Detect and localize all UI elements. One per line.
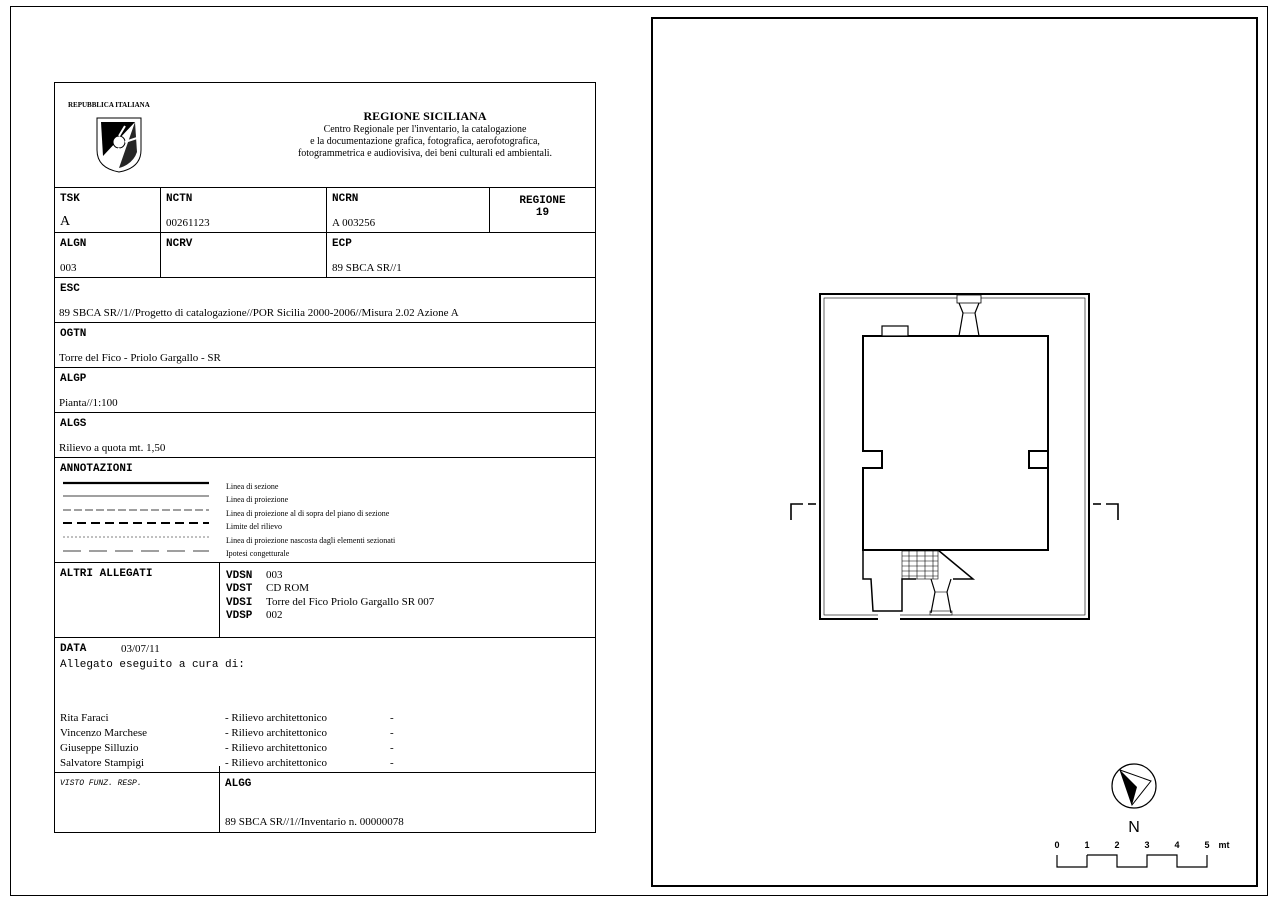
row-identifiers [55, 188, 595, 233]
field-nctn: NCTN 00261123 [160, 188, 326, 232]
bottom-opening [930, 579, 952, 615]
annotazioni-section: ANNOTAZIONI Linea di sezione Linea di proiezione Linea di proiezione al di sopra del piano di sezione Limite del rilievo Linea di proiezione nascosta dagli elementi sezionati Ipotesi congetturale [55, 458, 595, 563]
data-date: 03/07/11 [121, 643, 160, 655]
field-ogtn: OGTN Torre del Fico - Priolo Gargallo - SR [55, 323, 595, 368]
lower-annex-wall [863, 550, 916, 611]
section-marker-right [1106, 504, 1118, 520]
north-arrow-icon [1112, 764, 1156, 808]
republic-label: REPUBBLICA ITALIANA [68, 101, 150, 109]
tower-top-protrusion [882, 326, 908, 336]
data-section: DATA 03/07/11 Allegato eseguito a cura di: Rita Faraci - Rilievo architettonico - Vincenzo Marchese - Rilievo architettonico - Giuseppe Silluzio - Rilievo architettonico - Salvatore Stampigi - Rilievo architettonico - [55, 638, 595, 773]
person-dash: - [390, 757, 394, 769]
visto-label: VISTO FUNZ. RESP. [60, 779, 142, 788]
field-algn: ALGN 003 [60, 238, 87, 274]
vdsi-row: VDSI Torre del Fico Priolo Gargallo SR 007 [226, 596, 435, 609]
scale-tick: 2 [1114, 840, 1120, 850]
row-algn [55, 233, 595, 278]
scale-tick: 5 [1204, 840, 1210, 850]
section-marker-left [791, 504, 803, 520]
field-ncrv: NCRV [160, 233, 326, 277]
annot-item: Linea di sezione [226, 482, 279, 491]
person-dash: - [390, 727, 394, 739]
card-header [55, 83, 595, 188]
vdst-row: VDST CD ROM [226, 582, 310, 595]
field-ecp: ECP 89 SBCA SR//1 [326, 233, 595, 277]
person-role: - Rilievo architettonico [225, 712, 328, 724]
annot-item: Limite del rilievo [226, 522, 282, 531]
allegati-section [55, 563, 595, 638]
annot-item: Linea di proiezione al di sopra del piano di sezione [226, 509, 390, 518]
catalogue-card [54, 82, 596, 833]
annot-item: Linea di proiezione nascosta dagli elementi sezionati [226, 536, 396, 545]
sicily-coat-of-arms-icon [95, 116, 143, 174]
person-role: - Rilievo architettonico [225, 742, 328, 754]
allegati-label-cell: ALTRI ALLEGATI [60, 568, 153, 580]
field-regione: REGIONE 19 [489, 188, 595, 232]
staircase [902, 551, 938, 579]
region-subtitle: Centro Regionale per l'inventario, la catalogazione e la documentazione grafica, fotografica, aerofotografica, fotogrammetrica e audiovisiva, dei beni culturali ed ambientali. [297, 124, 553, 159]
person-name: Rita Faraci [60, 712, 109, 724]
person-role: - Rilievo architettonico [225, 727, 328, 739]
stair-wall [938, 550, 973, 579]
tower-wall-left [863, 336, 1048, 550]
scale-bar [1057, 855, 1207, 867]
allegati-values [219, 563, 595, 637]
region-title: REGIONE SICILIANA [363, 109, 487, 123]
vdsn-row: VDSN 003 [226, 569, 283, 582]
annot-item: Linea di proiezione [226, 495, 289, 504]
field-esc: ESC 89 SBCA SR//1//Progetto di catalogazione//POR Sicilia 2000-2006//Misura 2.02 Azione A [55, 278, 595, 323]
scale-unit: mt [1218, 840, 1230, 850]
footer-section [55, 773, 595, 832]
scale-tick: 1 [1084, 840, 1090, 850]
floor-plan-drawing [651, 17, 1258, 887]
person-dash: - [390, 712, 394, 724]
person-name: Salvatore Stampigi [60, 757, 145, 769]
vdsp-row: VDSP 002 [226, 609, 283, 622]
field-ncrn: NCRN A 003256 [326, 188, 489, 232]
scale-tick: 0 [1054, 840, 1060, 850]
field-algp: ALGP Pianta//1:100 [55, 368, 595, 413]
data-subtitle: Allegato eseguito a cura di: [60, 659, 245, 671]
tower-niche-right [1029, 451, 1048, 468]
person-role: - Rilievo architettonico [225, 757, 328, 769]
visto-cell [55, 773, 219, 832]
north-label: N [1128, 819, 1140, 836]
annot-item: Ipotesi congetturale [226, 549, 290, 558]
line-legend [63, 480, 209, 560]
scale-tick: 3 [1144, 840, 1150, 850]
scale-tick: 4 [1174, 840, 1180, 850]
field-algs: ALGS Rilievo a quota mt. 1,50 [55, 413, 595, 458]
person-name: Vincenzo Marchese [60, 727, 147, 739]
person-dash: - [390, 742, 394, 754]
person-name: Giuseppe Silluzio [60, 742, 139, 754]
divider [219, 766, 220, 772]
algg-cell: ALGG 89 SBCA SR//1//Inventario n. 00000078 [219, 773, 595, 832]
field-tsk: TSK A [60, 193, 80, 229]
top-opening [957, 295, 981, 336]
